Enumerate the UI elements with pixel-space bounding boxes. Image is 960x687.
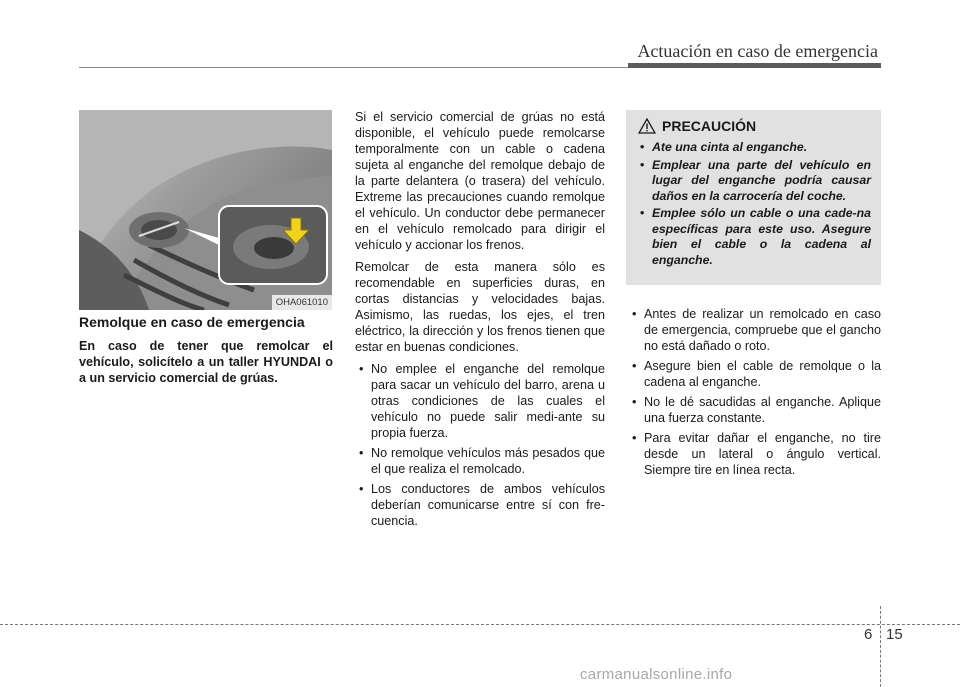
figure-code: OHA061010 bbox=[272, 295, 332, 310]
header-accent-bar bbox=[628, 63, 881, 68]
right-column bbox=[628, 306, 881, 482]
section-title: Actuación en caso de emergencia bbox=[637, 41, 878, 61]
left-column bbox=[79, 314, 333, 386]
caution-box bbox=[626, 110, 881, 285]
body-paragraph-1: Si el servicio comercial de grúas no está disponible, el vehículo puede remolcarse temporalmente con un cable o cadena sujeta al enganche del remolque debajo de la parte delantera (o trasera) del vehículo. Extreme las precauciones cuando remolque el vehículo. Un conductor debe permanecer en el vehículo remolcado para dirigir el vehículo y accionar los frenos. bbox=[355, 110, 605, 252]
list-item: • Antes de realizar un remolcado en caso de emergencia, compruebe que el gancho no está dañado o roto. bbox=[628, 306, 881, 354]
tow-hook-illustration bbox=[79, 110, 332, 310]
list-item: • Asegure bien el cable de remolque o la cadena al enganche. bbox=[628, 358, 881, 390]
subsection-heading: Remolque en caso de emergencia bbox=[79, 314, 305, 330]
caution-title: PRECAUCIÓN bbox=[662, 118, 757, 134]
warning-triangle-icon bbox=[638, 118, 656, 134]
list-item: • Emplee sólo un cable o una cade-na específicas para este uso. Asegure bien el cable o la cadena al enganche. bbox=[638, 206, 871, 268]
caution-list bbox=[638, 140, 871, 268]
watermark-link[interactable]: carmanualsonline.info bbox=[580, 666, 733, 683]
section-number: 6 bbox=[864, 626, 873, 643]
page-number: 15 bbox=[886, 626, 903, 643]
list-item: • Para evitar dañar el enganche, no tire desde un lateral o ángulo vertical. Siempre tire en línea recta. bbox=[628, 430, 881, 478]
footer-vertical-dashed-rule bbox=[880, 606, 881, 687]
list-item: • No emplee el enganche del remolque para sacar un vehículo del barro, arena u otras condiciones de las cuales el vehículo no puede salir medi-ante su propia fuerza. bbox=[355, 361, 605, 441]
list-item: • Ate una cinta al enganche. bbox=[638, 140, 871, 156]
body-paragraph-2: Remolcar de esta manera sólo es recomendable en superficies duras, en cortas distancias y velocidades bajas. Asimismo, las ruedas, los ejes, el tren eléctrico, la dirección y los frenos tienen que estar en buenas condiciones. bbox=[355, 260, 605, 354]
list-item: • Los conductores de ambos vehículos deberían comunicarse entre sí con fre-cuencia. bbox=[355, 481, 605, 529]
lead-paragraph: En caso de tener que remolcar el vehículo, solicítelo a un taller HYUNDAI o a un servicio comercial de grúas. bbox=[79, 339, 333, 385]
list-item: • Emplear una parte del vehículo en lugar del enganche podría causar daños en la carrocería del coche. bbox=[638, 158, 871, 205]
tow-hook-photo bbox=[79, 110, 332, 310]
middle-bullet-list bbox=[355, 361, 605, 529]
list-item: • No remolque vehículos más pesados que el que realiza el remolcado. bbox=[355, 445, 605, 477]
middle-column bbox=[355, 109, 605, 533]
footer-dashed-rule bbox=[0, 624, 960, 625]
caution-header bbox=[638, 118, 871, 134]
right-bullet-list bbox=[628, 306, 881, 478]
list-item: • No le dé sacudidas al enganche. Aplique una fuerza constante. bbox=[628, 394, 881, 426]
